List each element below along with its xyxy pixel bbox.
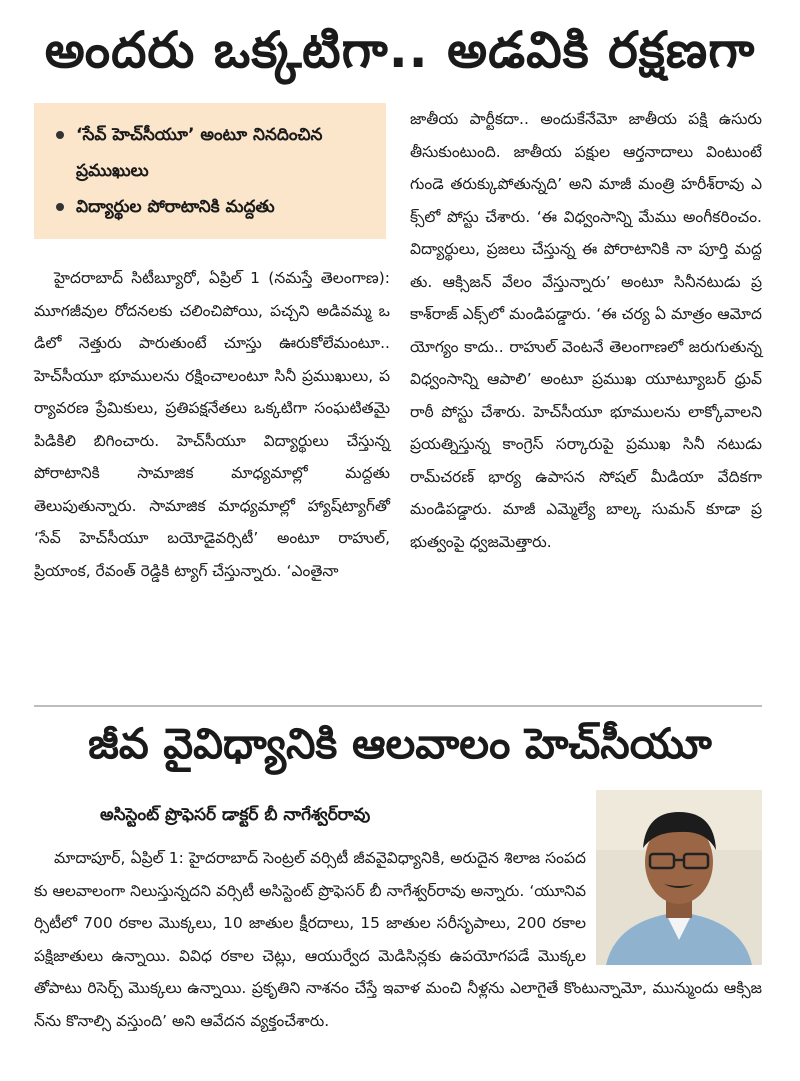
highlight-item: [52, 189, 374, 225]
bullet-icon: [56, 131, 64, 139]
second-headline: జీవ వైవిధ్యానికి ఆలవాలం హెచ్‌సీయూ: [88, 719, 712, 768]
highlight-text: ‘సేవ్ హెచ్‌సీయూ’ అంటూ నినదించిన ప్రముఖులు: [76, 125, 323, 181]
article-body-text: మాదాపూర్, ఏప్రిల్ 1: హైదరాబాద్ సెంట్రల్ వర్సిటీ జీవవైవిధ్యానికి, అరుదైన శిలాజ సంపదకు ఆలవాలంగా నిలుస్తున్నదని వర్సిటీ అసిస్టెంట్ ప్రొఫెసర్ బీ నాగేశ్వర్‌రావు అన్నారు. ‘యూనివర్సిటీలో 700 రకాల మొక్కలు, 10 జాతుల క్షీరదాలు, 15 జాతుల సరీసృపాలు, 200 రకాల పక్షిజాతులు ఉన్నాయి. వివిధ రకాల చెట్లు, ఆయుర్వేద మెడిసిన్లకు ఉపయోగపడే మొక్కలతోపాటు రిసెర్చ్ మొక్కలు ఉన్నాయి. ప్రకృతిని నాశనం చేస్తే ఇవాళ మంచి నీళ్లను ఎలాగైతే కొంటున్నామో, మున్ముందు ఆక్సిజన్‌ను కొనాల్సి వస్తుంది’ అని ఆవేదన వ్యక్తంచేశారు.: [34, 849, 762, 1030]
main-headline: అందరు ఒక్కటిగా.. అడవికి రక్షణగా: [44, 21, 756, 79]
article-left-column: హైదరాబాద్ సిటీబ్యూరో, ఏప్రిల్ 1 (నమస్తే తెలంగాణ): మూగజీవుల రోదనలకు చలించిపోయి, పచ్చని అడివమ్మ ఒడిలో నెత్తురు పారుతుంటే చూస్తు ఊరుకోలేమంటూ.. హెచ్‌సీయూ భూములను రక్షించాలంటూ సినీ ప్రముఖులు, పర్యావరణ ప్రేమికులు, ప్రతిపక్షనేతలు ఒక్కటిగా సంఘటితమై పిడికిలి బిగించారు. హెచ్‌సీయూ విద్యార్థులు చేస్తున్న పోరాటానికి సామాజిక మాధ్యమాల్లో మద్దతు తెలుపుతున్నారు. సామాజిక మాధ్యమాల్లో హ్యాష్‌ట్యాగ్‌తో ‘సేవ్ హెచ్‌సీయూ బయోడైవర్సిటీ’ అంటూ రాహుల్, ప్రియాంక, రేవంత్ రెడ్డికి ట్యాగ్ చేస్తున్నారు. ‘ఎంతైనా: [34, 269, 390, 580]
article-body: [34, 842, 762, 1037]
article-right-column: జాతీయ పార్టీకదా.. అందుకేనేమో జాతీయ పక్షి ఉసురు తీసుకుంటుంది. జాతీయ పక్షుల ఆర్తనాదాలు వింటుంటే గుండె తరుక్కుపోతున్నది’ అని మాజీ మంత్రి హరీశ్‌రావు ఎక్స్‌లో పోస్టు చేశారు. ‘ఈ విధ్వంసాన్ని మేము అంగీకరించం. విద్యార్థులు, ప్రజలు చేస్తున్న ఈ పోరాటానికి నా పూర్తి మద్దతు. ఆక్సిజన్ వేలం వేస్తున్నారు’ అంటూ సినీనటుడు ప్రకాశ్‌రాజ్ ఎక్స్‌లో మండిపడ్డారు. ‘ఈ చర్య ఏ మాత్రం ఆమోదయోగ్యం కాదు.. రాహుల్ వెంటనే తెలంగాణలో జరుగుతున్న విధ్వంసాన్ని ఆపాలి’ అంటూ ప్రముఖ యూట్యూబర్ ధ్రువ్ రాఠీ పోస్టు చేశారు. హెచ్‌సీయూ భూములను లాక్కోవాలని ప్రయత్నిస్తున్న కాంగ్రెస్ సర్కారుపై ప్రముఖ సినీ నటుడు రామ్‌చరణ్ భార్య ఉపాసన సోషల్ మీడియా వేదికగా మండిపడ్డారు. మాజీ ఎమ్మెల్యే బాల్క సుమన్ కూడా ప్రభుత్వంపై ధ్వజమెత్తారు.: [410, 110, 762, 551]
byline: అసిస్టెంట్ ప్రొఫెసర్ డాక్టర్ బీ నాగేశ్వర్‌రావు: [100, 805, 371, 825]
section-divider: [34, 705, 762, 707]
highlight-item: [52, 117, 374, 189]
photo-wrap-space: [586, 842, 762, 962]
highlights-box: [34, 103, 386, 239]
highlight-text: విద్యార్థుల పోరాటానికి మద్దతు: [76, 197, 275, 217]
bullet-icon: [56, 203, 64, 211]
